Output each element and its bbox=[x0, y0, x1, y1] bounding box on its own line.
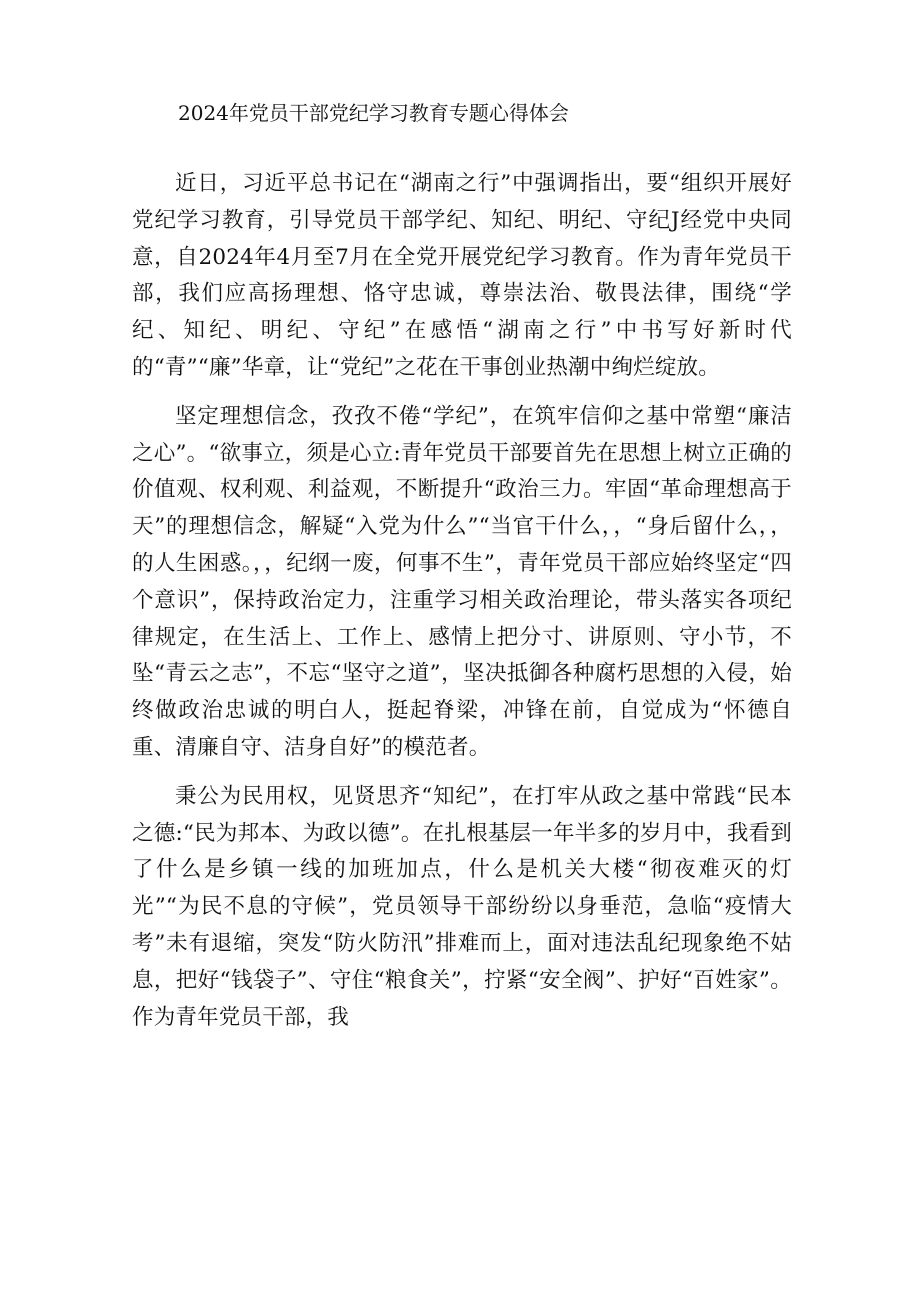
document-body bbox=[132, 166, 792, 1036]
paragraph-1: 近日，习近平总书记在“湖南之行”中强调指出，要“组织开展好党纪学习教育，引导党员干部学纪、知纪、明纪、守纪J经党中央同意，自2024年4月至7月在全党开展党纪学习教育。作为青年党员干部，我们应高扬理想、恪守忠诚，尊崇法治、敬畏法律，围绕“学纪、知纪、明纪、守纪”在感悟“湖南之行”中书写好新时代的“青”“廉”华章，让“党纪”之花在干事创业热潮中绚烂绽放。 bbox=[132, 171, 792, 380]
paragraph-3: 秉公为民用权，见贤思齐“知纪”，在打牢从政之基中常践“民本之德:“民为邦本、为政以德”。在扎根基层一年半多的岁月中，我看到了什么是乡镇一线的加班加点，什么是机关大楼“彻夜难灭的灯光”“为民不息的守候”，党员领导干部纷纷以身垂范，急临“疫情大考”未有退缩，突发“防火防汛”排难而上，面对违法乱纪现象绝不姑息，把好“钱袋子”、守住“粮食关”，拧紧“安全阀”、护好“百姓家”。作为青年党员干部，我 bbox=[132, 783, 792, 1030]
document-title: 2024年党员干部党纪学习教育专题心得体会 bbox=[178, 101, 569, 125]
paragraph-2: 坚定理想信念，孜孜不倦“学纪”，在筑牢信仰之基中常塑“廉洁之心”。“欲事立，须是心立:青年党员干部要首先在思想上树立正确的价值观、权利观、利益观，不断提升“政治三力。牢固“革命理想高于天”的理想信念，解疑“入党为什么”“当官干什么，，“身后留什么，，的人生困惑。，，纪纲一废，何事不生”，青年党员干部应始终坚定“四个意识”，保持政治定力，注重学习相关政治理论，带头落实各项纪律规定，在生活上、工作上、感情上把分寸、讲原则、守小节，不坠“青云之志”，不忘“坚守之道”，坚决抵御各种腐朽思想的入侵，始终做政治忠诚的明白人，挺起脊梁，冲锋在前，自觉成为“怀德自重、清廉自守、洁身自好”的模范者。 bbox=[132, 403, 792, 760]
